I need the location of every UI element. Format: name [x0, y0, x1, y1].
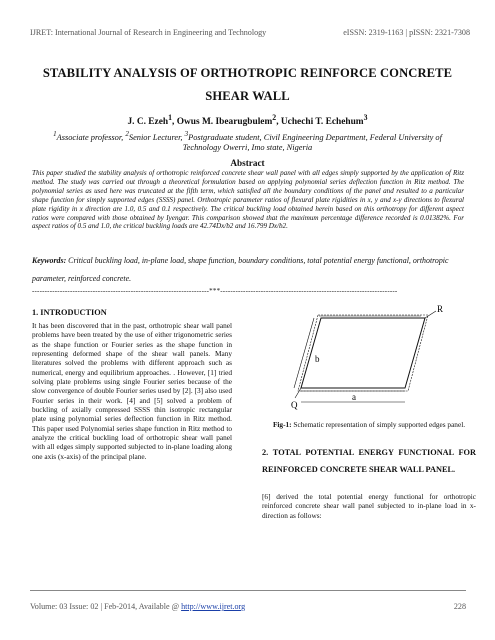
keywords	[32, 252, 464, 288]
author-2-sup: 2	[272, 113, 277, 122]
keywords-label: Keywords:	[32, 256, 67, 265]
issn: eISSN: 2319-1163 | pISSN: 2321-7308	[343, 28, 470, 37]
title-line-2: SHEAR WALL	[205, 89, 290, 103]
page-number: 228	[453, 602, 466, 611]
caption-label: Fig-1:	[272, 420, 292, 429]
label-q: Q	[291, 400, 298, 410]
affil-text-2: Senior Lecturer,	[128, 132, 185, 142]
abstract-heading: Abstract	[230, 158, 265, 168]
affil-sup-3: 3	[184, 130, 189, 138]
label-r: R	[437, 304, 444, 314]
affiliation-line-2: Technology Owerri, Imo state, Nigeria	[182, 143, 313, 153]
intro-text: It has been discovered that in the past, orthotropic shear wall panel problems have been treated by the use of either trigonometric series as the shape function or Fourier series as the shape function in representing deformed shape of the shear wall panels. Many literatures solved the problems with different approach such as numerical, energy and equilibrium approaches. . However, [1] tried solving plate problems using single Fourier series because of the slow convergence of double Fourier series used by [2]. [3] also used Fourier series in their work. [4] and [5] solved a problem of buckling of axially compressed SSSS thin isotropic rectangular plate using polynomial series deflection function in Ritz method. This paper used Polynomial series shape function in Ritz method to analyze the critical buckling load of orthotropic shear wall panel with all edges simply supported subjected to in-plane loading along one axis (x-axis) of the principal plane.	[32, 321, 232, 461]
label-a: a	[352, 392, 356, 402]
author-3-sup: 3	[363, 113, 368, 122]
journal-name: IJRET: International Journal of Research in Engineering and Technology	[30, 28, 267, 37]
abstract-text: This paper studied the stability analysis of orthotropic reinforced concrete shear wall panel with all edges simply supported by the application of Ritz method. The study was carried out through a theoretical formulation based on applying polynomial series deflection function in Ritz method. The polynomial series as used here was truncated at the fifth term, which satisfied all the boundary conditions of the panel and resulted to a particular shape function for simply supported edges (SSSS) panel. Orthotropic parameter ratios of flexural plate rigidities in x, y and x-y directions to flexural plate rigidity in x direction are 1.0, 0.5 and 0.1 respectively. The critical buckling load obtained herein based on this orthotropy for different aspect ratios were compared with those obtained by Iyengar. This comparison showed that the maximum percentage difference recorded is 0.01382%. For aspect ratios of 0.5 and 1.0, the critical buckling loads are 42.74Dx/b2 and 16.799 Dx/b2.	[32, 169, 464, 231]
footer-volume: Volume: 03 Issue: 02 | Feb-2014, Available @	[30, 602, 182, 611]
panel-figure	[291, 304, 451, 416]
author-2: , Owus M. Ibearugbulem	[172, 117, 273, 128]
title-line-1: STABILITY ANALYSIS OF ORTHOTROPIC REINFORCE CONCRETE	[42, 66, 453, 80]
keywords-text: Critical buckling load, in-plane load, shape function, boundary conditions, total potential energy functional, orthotropic parameter, reinforced concrete.	[32, 256, 449, 283]
panel-support-outline	[298, 315, 428, 391]
affiliations	[20, 129, 475, 154]
section-2-text: [6] derived the total potential energy functional for orthotropic reinforced concrete shear wall panel subjected to in-plane load in x- direction as follows:	[262, 492, 476, 520]
author-3: , Uchechi T. Echehum	[276, 117, 364, 128]
affil-text-1: Associate professor,	[56, 132, 126, 142]
diagonal-pointer-r	[425, 311, 436, 318]
panel-outline	[301, 318, 425, 388]
intro-heading: 1. INTRODUCTION	[32, 308, 107, 317]
affil-text-3: Postgraduate student, Civil Engineering Department, Federal University of	[188, 132, 442, 142]
journal-link[interactable]: http://www.ijret.org	[181, 602, 246, 611]
footer-divider	[30, 590, 466, 591]
caption-text: Schematic representation of simply supported edges panel.	[291, 420, 466, 429]
diagonal-pointer-q	[295, 388, 301, 398]
paper-title	[20, 62, 475, 108]
author-list	[20, 113, 475, 127]
author-1-sup: 1	[168, 113, 172, 122]
affil-sup-1: 1	[53, 130, 57, 138]
section-2-heading: 2. TOTAL POTENTIAL ENERGY FUNCTIONAL FOR REINFORCED CONCRETE SHEAR WALL PANEL.	[262, 448, 476, 474]
figure-caption	[262, 420, 476, 429]
author-1: J. C. Ezeh	[127, 117, 169, 128]
label-b: b	[315, 354, 320, 364]
section-separator: ----------------------------------------------------------------------***----------------------------------------------------------------------	[32, 287, 398, 295]
affiliation-line-1	[20, 129, 475, 143]
running-footer	[30, 602, 466, 611]
affil-sup-2: 2	[125, 130, 129, 138]
